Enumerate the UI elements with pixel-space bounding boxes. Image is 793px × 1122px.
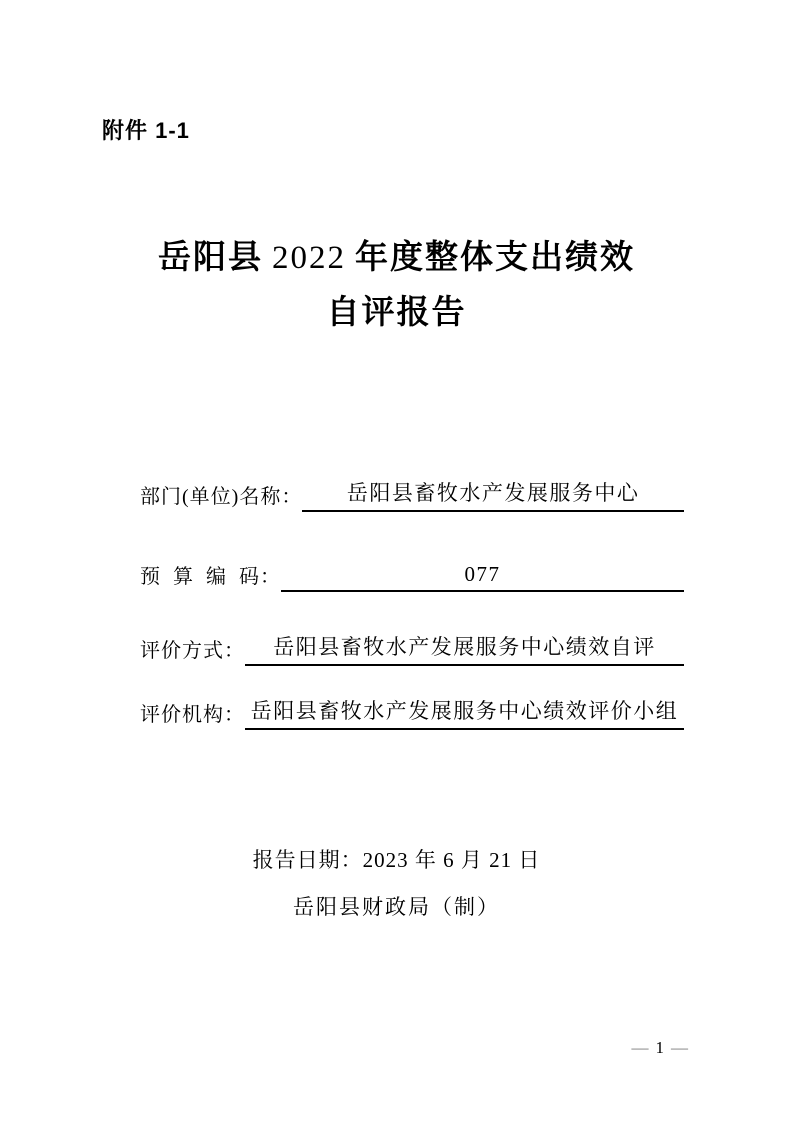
report-date: 报告日期：2023 年 6 月 21 日 — [252, 848, 541, 872]
evaluation-agency-label: 评价机构： — [140, 704, 245, 726]
budget-code-value: 077 — [281, 562, 684, 592]
page-number-left-dash: — — [631, 1038, 650, 1057]
evaluation-method-value: 岳阳县畜牧水产发展服务中心绩效自评 — [245, 631, 684, 666]
title-year: 2022 — [272, 240, 346, 276]
title-line-1 — [158, 238, 635, 275]
document-title — [0, 230, 793, 339]
page-number — [632, 1038, 690, 1058]
evaluation-method-label: 评价方式： — [140, 640, 245, 662]
department-name-value: 岳阳县畜牧水产发展服务中心 — [302, 477, 684, 512]
field-row-budget-code — [140, 558, 684, 592]
page-number-value: 1 — [655, 1038, 665, 1057]
department-name-label: 部门(单位)名称： — [140, 486, 303, 508]
budget-code-label: 预 算 编 码： — [140, 566, 281, 588]
field-row-evaluation-method — [140, 632, 684, 666]
field-row-evaluation-agency — [140, 696, 684, 730]
title-line1-suffix: 年度整体支出绩效 — [355, 238, 635, 275]
issuing-agency: 岳阳县财政局（制） — [293, 895, 500, 919]
title-line1-prefix: 岳阳县 — [158, 238, 263, 275]
field-row-department-name — [140, 478, 684, 512]
title-line-2: 自评报告 — [326, 293, 467, 330]
evaluation-agency-value: 岳阳县畜牧水产发展服务中心绩效评价小组 — [245, 695, 684, 730]
attachment-label: 附件 1-1 — [102, 118, 190, 143]
page-number-right-dash: — — [671, 1038, 689, 1057]
